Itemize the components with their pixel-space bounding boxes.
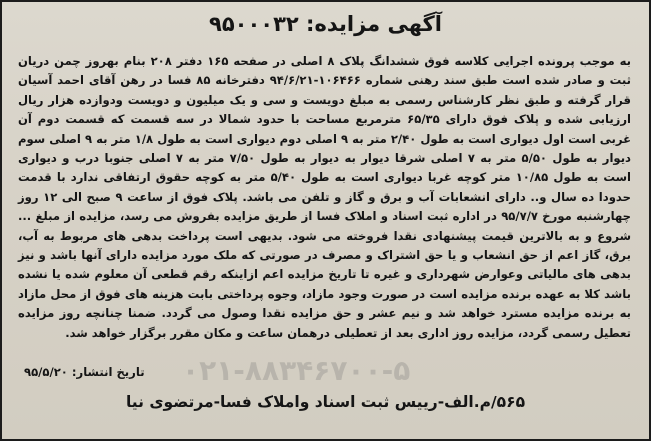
phone-watermark: ۰۲۱-۸۸۳۴۶۷۰۰-۵: [182, 354, 411, 387]
notice-signature: ۵۶۵/م.الف-رییس ثبت اسناد واملاک فسا-مرتضوی نیا: [125, 393, 526, 411]
notice-title: آگهی مزایده: ۹۵۰۰۰۳۲: [209, 12, 442, 36]
notice-body: به موجب پرونده اجرایی کلاسه فوق ششدانگ پلاک ۸ اصلی در صفحه ۱۶۵ دفتر ۲۰۸ بنام بهروز چمن دریان ثبت و صادر شده است طبق سند رهنی شماره ۱۰۶۴۶۶-۹۴/۶/۲۱ دفترخانه ۸۵ فسا در رهن آقای احمد آسیان قرار گرفته و طبق نظر کارشناس رسمی به مبلغ دویست و سی و یک میلیون و دویست ودوازده هزار ریال ارزیابی شده و پلاک فوق دارای ۶۵/۳۵ مترمربع مساحت با حدود شمالا در سه قسمت که قسمت دوم آن غربی است اول دیواری است به طول ۲/۴۰ متر به ۹ اصلی دوم دیواری است به طول ۱/۸ متر به ۹ اصلی سوم دیوار به طول ۵/۵۰ متر به ۷ اصلی شرقا دیوار به دیوار به طول ۷/۵۰ متر به ۷ اصلی جنوبا درب و دیواری است به طول ۱۰/۸۵ متر کوچه غربا دیواری است به طول ۵/۴۰ متر به کوچه حقوق ارتفاقی ندارد با قدمت حدودا ده سال و.. دارای انشعابات آب و برق و گاز و تلفن می باشد. پلاک فوق از ساعت ۹ صبح الی ۱۲ روز چهارشنبه مورخ ۹۵/۷/۷ در اداره ثبت اسناد و املاک فسا از طریق مزایده بفروش می رسد، مزایده از مبلغ ... شروع و به بالاترین قیمت پیشنهادی نقدا فروخته می شود. بدیهی است پرداخت بدهی های مربوط به آب، برق، گاز اعم از حق انشعاب و یا حق اشتراک و مصرف در صورتی که ملک مورد مزایده دارای آنها باشد و نیز بدهی های مالیاتی وعوارض شهرداری و غیره تا تاریخ مزایده اعم ازاینکه رقم قطعی آن معلوم شده یا نشده باشد کلا به عهده برنده مزایده است در صورت وجود مازاد، وجوه پرداختی بابت هزینه های فوق از محل مازاد به برنده مزایده مسترد خواهد شد و نیم عشر و حق مزایده نقدا وصول می گردد. ضمنا چنانچه روز مزایده تعطیل رسمی گردد، مزایده روز اداری بعد از تعطیلی درهمان ساعت و مکان مقرر برگزار خواهد شد.: [18, 54, 632, 340]
publish-date: تاریخ انتشار: ۹۵/۵/۲۰: [24, 365, 145, 379]
